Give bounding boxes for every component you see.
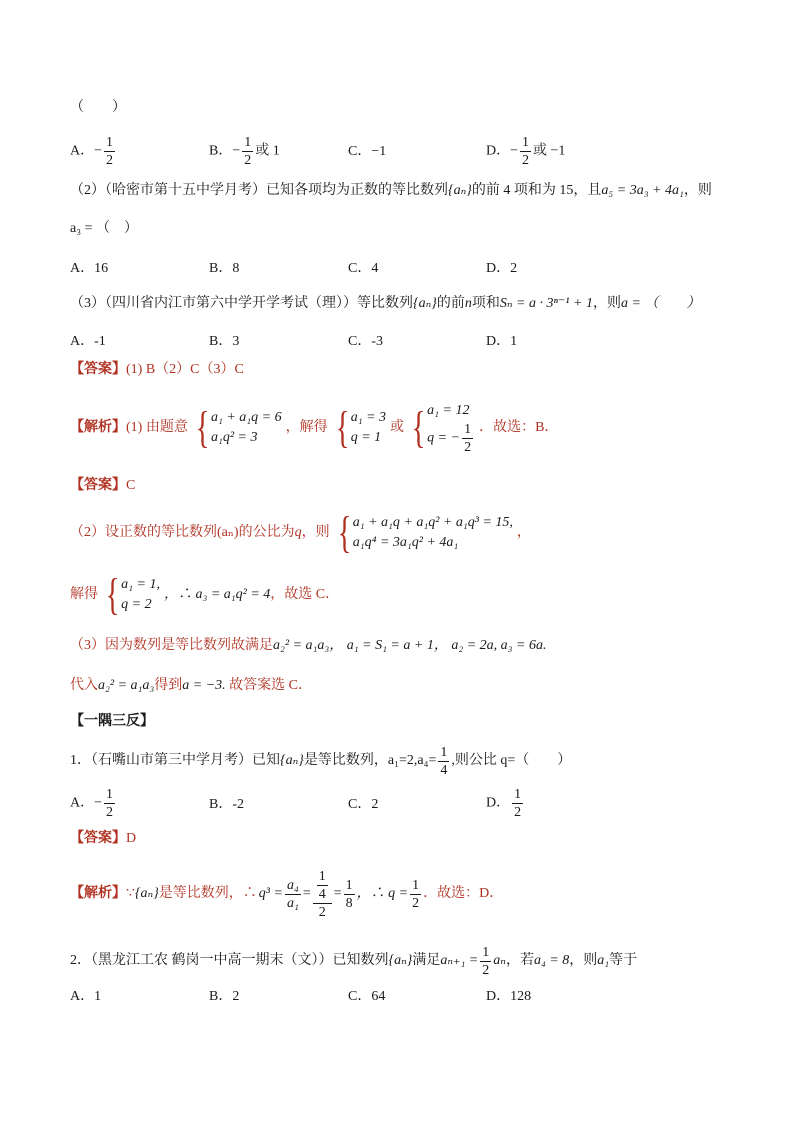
answer-line-2: 【答案】C: [70, 478, 136, 493]
q2-option-d[interactable]: D．2: [486, 261, 518, 276]
p1-option-a[interactable]: A．− $\frac{1}{2}$: [70, 787, 114, 820]
question-3: （3）（四川省内江市第六中学开学考试（理））等比数列{aₙ}的前n项和Sₙ = a · 3ⁿ⁻¹ + 1，则a = （ ）: [70, 296, 701, 311]
practice-2: 2．（黑龙江工农 鹤岗一中高一期末（文））已知数列 {aₙ} 满足 aₙ₊₁ = $\frac{1}{2}$ aₙ ，若 a₄ = 8 ，则 a₁ 等于: [70, 944, 638, 978]
equation-system: { a₁ + a₁q = 6 a₁q² = 3: [195, 403, 282, 452]
q2-option-a[interactable]: A．16: [70, 261, 109, 276]
p1-option-b[interactable]: B．-2: [209, 797, 244, 812]
solution-3: （3）因为数列是等比数列故满足a₂² = a₁a₃， a₁ = S₁ = a + 1， a₂ = 2a, a₃ = 6a.: [70, 638, 547, 653]
q3-option-b[interactable]: B．3: [209, 334, 240, 349]
equation-system: { a₁ = 3 q = 1: [335, 403, 387, 452]
equation-system: { a₁ + a₁q + a₁q² + a₁q³ = 15, a₁q⁴ = 3a₁q² + 4a₁: [337, 508, 513, 557]
q3-option-c[interactable]: C．-3: [348, 334, 383, 349]
fraction: $\frac{1}{2}$: [106, 135, 114, 168]
p1-option-c[interactable]: C．2: [348, 797, 379, 812]
q3-option-a[interactable]: A．-1: [70, 334, 106, 349]
equation-system: { a₁ = 1, q = 2: [105, 570, 160, 619]
question-2-line2: a₃ = （ ）: [70, 221, 138, 236]
solution-4: 【解析】 ∵ {aₙ} 是等比数列，∴ q³ = $\frac{\text{a₄}}{\text{a₁}}$ = $\frac{\frac{1}{4}}{2}$ = $\frac{1}{8}$ ，∴ q = $\frac{1}{2}$ ．故选：D．: [70, 868, 504, 920]
q1-option-d[interactable]: D．− $\frac{1}{2}$ 或 −1: [486, 135, 566, 168]
q2-option-b[interactable]: B．8: [209, 261, 240, 276]
q1-option-c[interactable]: C．−1: [348, 144, 387, 159]
answer-line-3: 【答案】D: [70, 831, 137, 846]
fraction: $\frac{1}{2}$: [522, 135, 530, 168]
p2-option-d[interactable]: D．128: [486, 989, 532, 1004]
p2-option-b[interactable]: B．2: [209, 989, 240, 1004]
p2-option-c[interactable]: C．64: [348, 989, 386, 1004]
solution-2-result: 解得 { a₁ = 1, q = 2 ，∴ a₃ = a₁q² = 4 ，故选 C．: [70, 570, 340, 619]
q1-option-b[interactable]: B．− $\frac{1}{2}$ 或 1: [209, 135, 280, 168]
equation-system: { a₁ = 12 q = − $\frac{1}{2}$: [411, 402, 472, 455]
question-2: （2）（哈密市第十五中学月考）已知各项均为正数的等比数列{aₙ}的前 4 项和为 15，且a₅ = 3a₃ + 4a₁，则: [70, 183, 712, 198]
q1-option-a[interactable]: A．− $\frac{1}{2}$: [70, 135, 114, 168]
practice-1: 1．（石嘴山市第三中学月考）已知 {aₙ} 是等比数列，a₁=2,a₄= $\frac{1}{4}$ ,则公比 q=（ ）: [70, 744, 572, 778]
solution-1: 【解析】 (1) 由题意 { a₁ + a₁q = 6 a₁q² = 3 ，解得 { a₁ = 3 q = 1 或 { a₁ = 12 q = − $\frac{1}{2}$ ．故选：B．: [70, 402, 559, 455]
p2-option-a[interactable]: A．1: [70, 989, 102, 1004]
solution-2: （2）设正数的等比数列(aₙ)的公比为 q ，则 { a₁ + a₁q + a₁q² + a₁q³ = 15, a₁q⁴ = 3a₁q² + 4a₁ ，: [70, 508, 531, 557]
answer-line-1: 【答案】(1) B（2）C（3）C: [70, 362, 244, 377]
q3-option-d[interactable]: D．1: [486, 334, 518, 349]
q2-option-c[interactable]: C．4: [348, 261, 379, 276]
solution-3-conclusion: 代入a₂² = a₁a₃得到a = −3. 故答案选 C．: [70, 678, 312, 693]
section-title: 【一隅三反】: [70, 714, 154, 729]
question-paren: （ ）: [70, 100, 126, 115]
p1-option-d[interactable]: D． $\frac{1}{2}$: [486, 787, 522, 820]
fraction: $\frac{1}{2}$: [244, 135, 252, 168]
